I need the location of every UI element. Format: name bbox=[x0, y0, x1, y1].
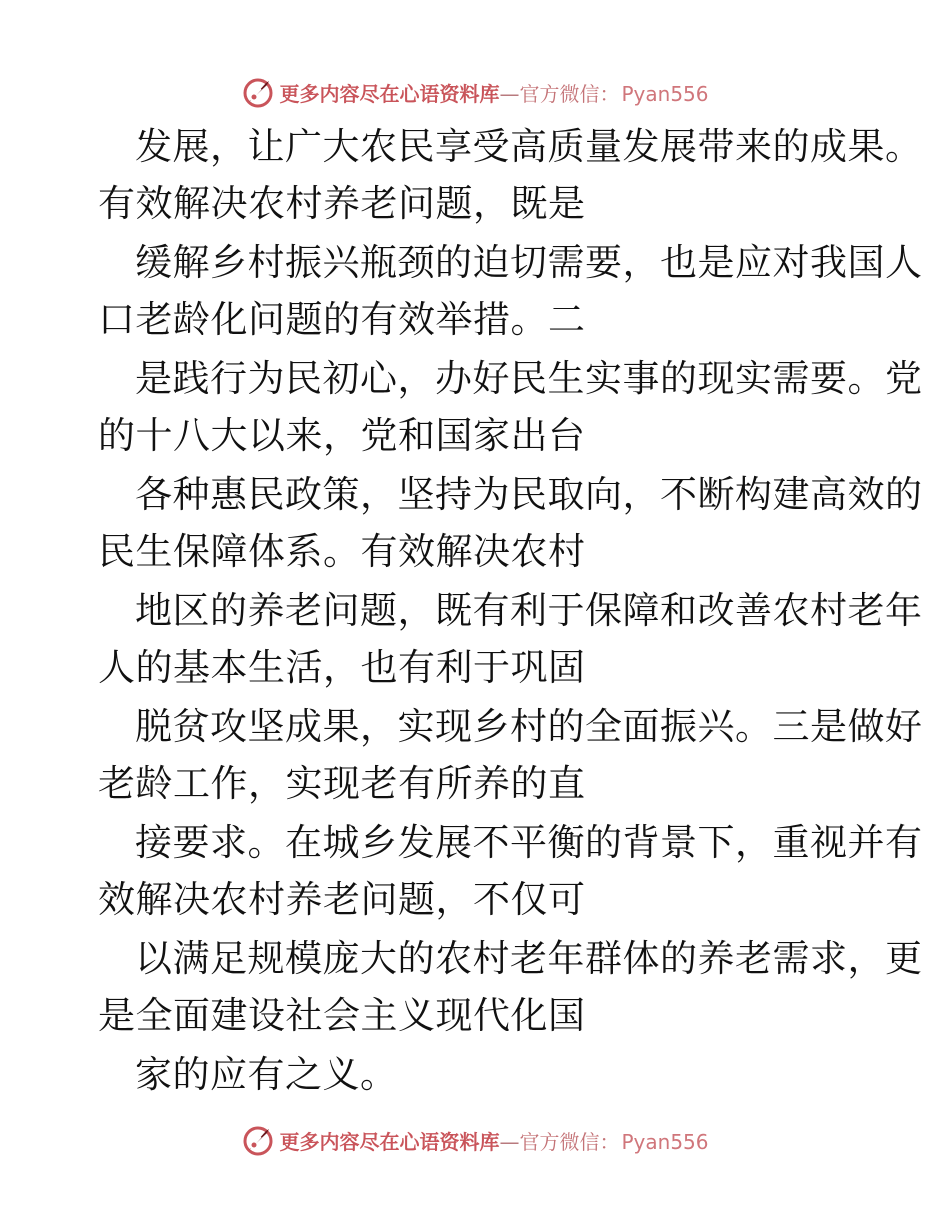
header-wechat-id: Pyan556 bbox=[621, 81, 709, 106]
footer-main-text: 更多内容尽在心语资料库 bbox=[279, 1129, 500, 1154]
text-line: 缓解乡村振兴瓶颈的迫切需要，也是应对我国人 bbox=[135, 241, 923, 284]
text-line: 接要求。在城乡发展不平衡的背景下，重视并有 bbox=[135, 821, 923, 864]
text-line: 是全面建设社会主义现代化国 bbox=[98, 994, 586, 1037]
header-main-text: 更多内容尽在心语资料库 bbox=[279, 81, 500, 106]
text-line: 人的基本生活，也有利于巩固 bbox=[98, 646, 586, 689]
text-line: 各种惠民政策，坚持为民取向，不断构建高效的 bbox=[135, 473, 923, 516]
feather-pen-logo-icon bbox=[241, 1123, 275, 1157]
header-wechat-label: 官方微信： bbox=[519, 81, 620, 106]
text-line: 家的应有之义。 bbox=[135, 1053, 398, 1096]
text-line: 脱贫攻坚成果，实现乡村的全面振兴。三是做好 bbox=[135, 705, 923, 748]
text-line: 效解决农村养老问题，不仅可 bbox=[98, 878, 586, 921]
text-line: 以满足规模庞大的农村老年群体的养老需求，更 bbox=[135, 937, 923, 980]
text-line: 口老龄化问题的有效举措。二 bbox=[98, 298, 586, 341]
footer-wechat-label: 官方微信： bbox=[519, 1129, 620, 1154]
text-line: 的十八大以来，党和国家出台 bbox=[98, 414, 586, 457]
text-line: 民生保障体系。有效解决农村 bbox=[98, 530, 586, 573]
footer-wechat-id: Pyan556 bbox=[621, 1129, 709, 1154]
text-line: 有效解决农村养老问题，既是 bbox=[98, 182, 586, 225]
footer-banner bbox=[0, 1120, 950, 1160]
text-line: 地区的养老问题，既有利于保障和改善农村老年 bbox=[135, 589, 923, 632]
text-line: 发展，让广大农民享受高质量发展带来的成果。 bbox=[135, 125, 923, 168]
header-dash: — bbox=[499, 81, 520, 106]
footer-dash: — bbox=[499, 1129, 520, 1154]
text-line: 老龄工作，实现老有所养的直 bbox=[98, 762, 586, 805]
footer-text bbox=[279, 1126, 708, 1155]
text-line: 是践行为民初心，办好民生实事的现实需要。党 bbox=[135, 357, 923, 400]
